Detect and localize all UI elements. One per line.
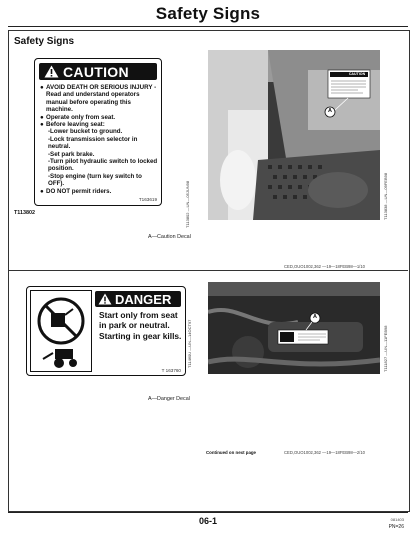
caution-step: -Lower bucket to ground. <box>48 128 123 136</box>
photo-decal-header: CAUTION <box>348 72 366 76</box>
caution-bullet-3: ● Before leaving seat: <box>40 121 105 129</box>
caution-text-block <box>40 84 158 195</box>
caution-photo-callout: A <box>328 108 332 114</box>
caution-decal <box>34 58 162 206</box>
danger-vertical-left: T11460U —UN—14OCT97 <box>187 319 192 368</box>
no-start-symbol-icon <box>31 291 91 371</box>
section-heading: Safety Signs <box>14 36 75 47</box>
footer-rule <box>8 512 408 513</box>
caution-step: -Stop engine (turn key switch to OFF). <box>48 172 142 188</box>
caution-vertical-right: T113838 —UN—09FEB98 <box>383 172 388 220</box>
caution-figure-id: T113802 <box>14 210 35 216</box>
caution-decal-code: T163619 <box>138 197 157 202</box>
danger-line-2: Starting in gear kills. <box>99 331 182 342</box>
danger-photo-callout: A <box>313 314 317 320</box>
pn-marker: PN=26 <box>388 524 404 530</box>
danger-photo <box>208 282 380 374</box>
danger-text <box>99 311 183 342</box>
starter-motor-image <box>208 282 380 374</box>
caution-bullet-1: ● AVOID DEATH OR SERIOUS INJURY - Read and understand operators manual before operating this machine. <box>40 84 157 114</box>
caution-photo <box>208 50 380 220</box>
page-number: 06-1 <box>198 516 217 526</box>
danger-decal-code: T 163760 <box>161 368 181 373</box>
danger-caption: A—Danger Decal <box>148 396 190 402</box>
caution-header-text: CAUTION <box>63 64 129 80</box>
caution-vertical-left: T113802 —UN—05JUN98 <box>185 180 190 228</box>
caution-bullet-2: ● Operate only from seat. <box>40 113 116 121</box>
caution-step: -Turn pilot hydraulic switch to locked position. <box>48 158 158 173</box>
caution-bullet-4: ● DO NOT permit riders. <box>40 187 112 195</box>
danger-vertical-right: T111827 —UN—11FEB98 <box>383 325 388 372</box>
continued-note: Continued on next page <box>206 450 257 455</box>
danger-ref: CED,OUO1002,362 —19—18FEB98—2/10 <box>284 450 366 455</box>
caution-header-bar <box>39 63 157 80</box>
warning-triangle-icon <box>98 293 112 305</box>
caution-caption: A—Caution Decal <box>148 234 191 240</box>
danger-pictograph <box>30 290 92 372</box>
danger-header-text: DANGER <box>115 292 172 307</box>
section-divider <box>8 270 408 271</box>
caution-step: -Set park brake. <box>48 150 95 158</box>
doc-code: 081403 <box>390 517 404 522</box>
caution-step: -Lock transmission selector in neutral. <box>48 135 138 151</box>
page-title: Safety Signs <box>155 4 261 23</box>
danger-header-bar <box>95 291 181 307</box>
warning-triangle-icon <box>44 65 59 78</box>
caution-steps <box>40 128 158 187</box>
danger-line-1: Start only from seat in park or neutral. <box>99 310 178 330</box>
title-rule <box>8 26 408 27</box>
danger-decal <box>26 286 186 376</box>
caution-ref: CED,OUO1002,362 —19—18FEB98—1/10 <box>284 264 366 269</box>
